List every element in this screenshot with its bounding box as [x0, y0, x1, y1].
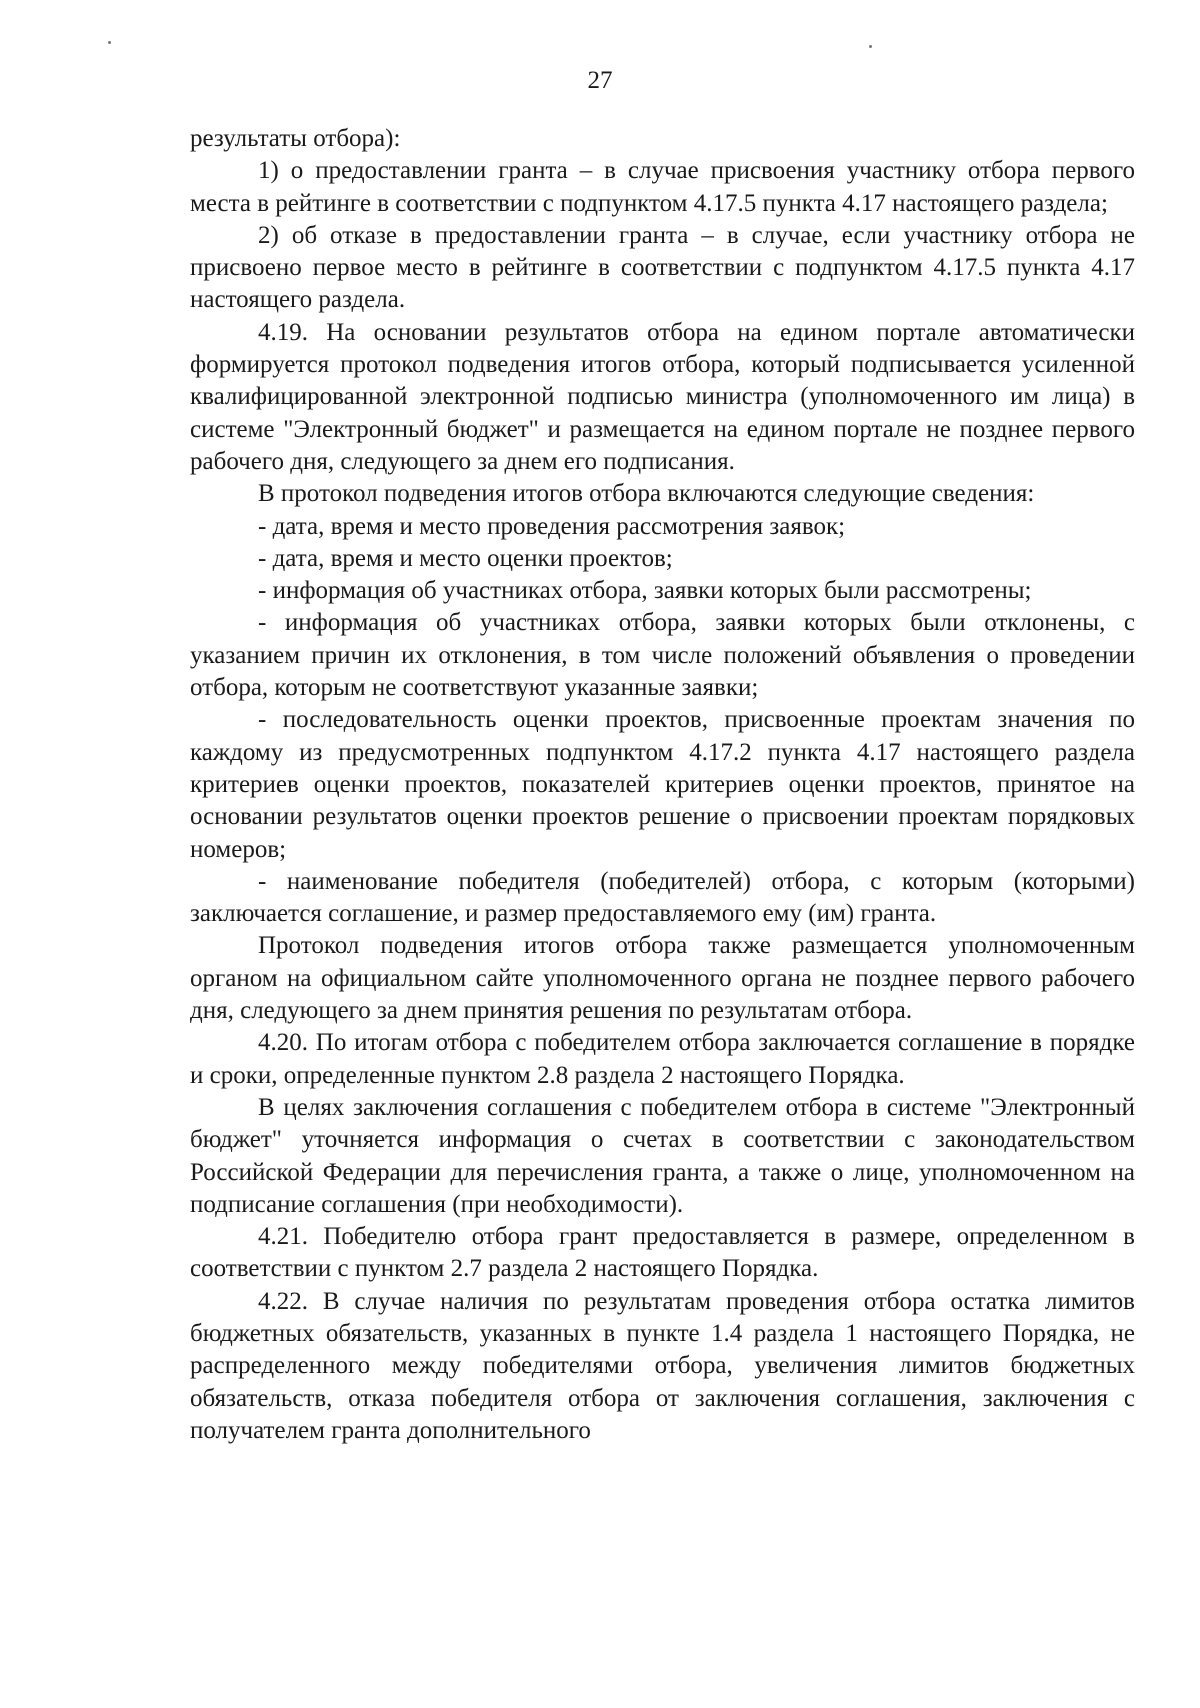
paragraph: 4.19. На основании результатов отбора на едином портале автоматически формируется протокол подведения итогов отбора, который подписывается усиленной квалифицированной электронной подписью министра (уполномоченного им лица) в системе "Электронный бюджет" и размещается на едином портале не позднее первого рабочего дня, следующего за днем его подписания. — [190, 318, 1135, 475]
paragraph: - информация об участниках отбора, заявки которых были отклонены, с указанием причин их отклонения, в том числе положений объявления о проведении отбора, которым не соответствуют указанные заявки; — [190, 609, 1135, 702]
paragraph: - последовательность оценки проектов, присвоенные проектам значения по каждому из предусмотренных подпунктом 4.17.2 пункта 4.17 настоящего раздела критериев оценки проектов, показателей критериев оценки проектов, принятое на основании результатов оценки проектов решение о присвоении проектам порядковых номеров; — [190, 706, 1135, 863]
paragraph: - дата, время и место проведения рассмотрения заявок; — [258, 512, 846, 540]
paragraph: 1) о предоставлении гранта – в случае присвоения участнику отбора первого места в рейтинге в соответствии с подпунктом 4.17.5 пункта 4.17 настоящего раздела; — [190, 157, 1135, 217]
document-body — [190, 123, 1135, 1447]
paragraph: В целях заключения соглашения с победителем отбора в системе "Электронный бюджет" уточняется информация о счетах в соответствии с законодательством Российской Федерации для перечисления гранта, а также о лице, уполномоченном на подписание соглашения (при необходимости). — [190, 1093, 1135, 1218]
paragraph: 4.21. Победителю отбора грант предоставляется в размере, определенном в соответствии с пунктом 2.7 раздела 2 настоящего Порядка. — [190, 1223, 1135, 1283]
paragraph: 2) об отказе в предоставлении гранта – в случае, если участнику отбора не присвоено первое место в рейтинге в соответствии с подпунктом 4.17.5 пункта 4.17 настоящего раздела. — [190, 221, 1135, 314]
paragraph: - информация об участниках отбора, заявки которых были рассмотрены; — [258, 577, 1032, 605]
paragraph: 4.22. В случае наличия по результатам проведения отбора остатка лимитов бюджетных обязательств, указанных в пункте 1.4 раздела 1 настоящего Порядка, не распределенного между победителями отбора, увеличения лимитов бюджетных обязательств, отказа победителя отбора от заключения соглашения, заключения с получателем гранта дополнительного — [190, 1287, 1135, 1444]
paragraph: результаты отбора): — [190, 125, 401, 152]
page-number: 27 — [587, 67, 613, 94]
paragraph: - наименование победителя (победителей) отбора, с которым (которыми) заключается соглашение, и размер предоставляемого ему (им) гранта. — [190, 867, 1135, 928]
scan-speck — [108, 41, 111, 44]
paragraph: В протокол подведения итогов отбора включаются следующие сведения: — [258, 480, 1035, 508]
scan-speck — [869, 45, 872, 48]
paragraph: Протокол подведения итогов отбора также размещается уполномоченным органом на официальном сайте уполномоченного органа не позднее первого рабочего дня, следующего за днем принятия решения по результатам отбора. — [190, 932, 1135, 1025]
paragraph: - дата, время и место оценки проектов; — [258, 544, 673, 572]
paragraph: 4.20. По итогам отбора с победителем отбора заключается соглашение в порядке и сроки, определенные пунктом 2.8 раздела 2 настоящего Порядка. — [190, 1029, 1135, 1089]
